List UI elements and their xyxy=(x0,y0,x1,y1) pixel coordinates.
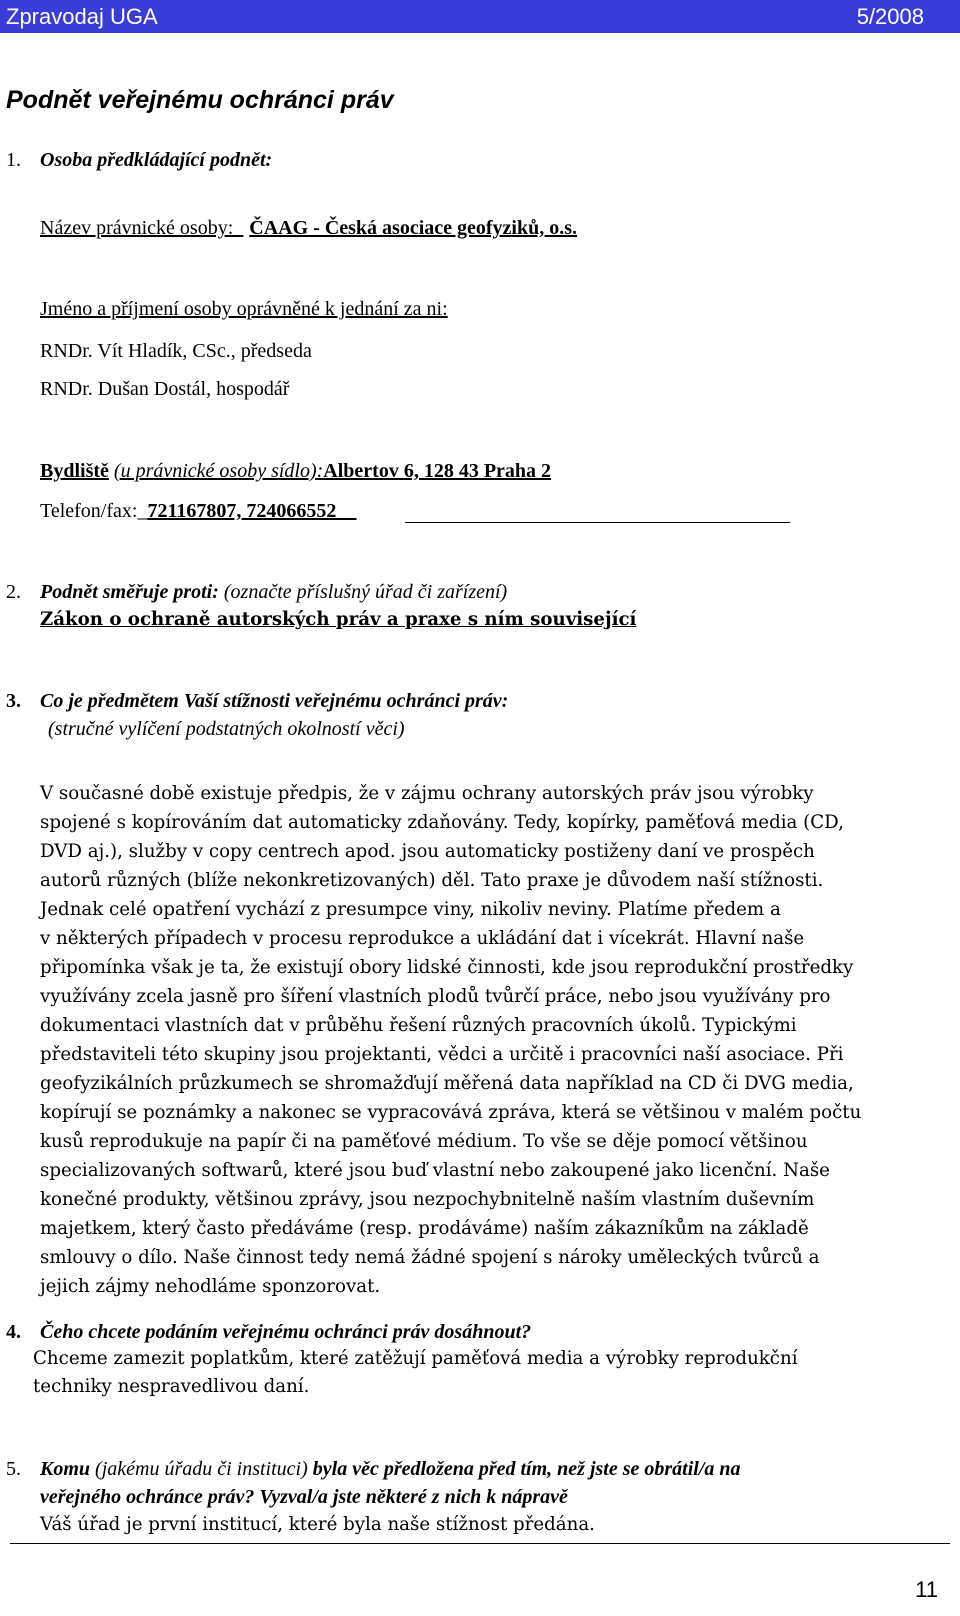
complaint-line: kopírují se poznámky a nakonec se vypracovává zpráva, která se většinou v malém počtu xyxy=(40,1102,862,1123)
address-row xyxy=(40,460,551,483)
section2-value: Zákon o ochraně autorských práv a praxe s ním související xyxy=(40,609,637,630)
section2-note: (označte příslušný úřad či zařízení) xyxy=(223,581,508,603)
complaint-line: konečné produkty, většinou zprávy, jsou nezpochybnitelně naším vlastním duševním xyxy=(40,1189,815,1210)
page-number: 11 xyxy=(915,1577,938,1602)
phone-row xyxy=(40,500,356,523)
section2-heading: Podnět směřuje proti: xyxy=(40,581,219,603)
complaint-line: využívány zcela jasně pro šíření vlastních plodů tvůrčí práce, nebo jsou využívány pro xyxy=(40,986,831,1007)
complaint-line: kusů reprodukuje na papír či na paměťové médium. To vše se děje pomocí většinou xyxy=(40,1131,808,1152)
phone-value: 721167807, 724066552__ xyxy=(147,500,357,522)
complaint-line: Jednak celé opatření vychází z presumpce viny, nikoliv neviny. Platíme předem a xyxy=(40,899,781,920)
section5-heading-line2: veřejného ochránce práv? Vyzval/a jste některé z nich k nápravě xyxy=(40,1486,568,1508)
publication-name: Zpravodaj UGA xyxy=(6,4,158,29)
section4-heading: Čeho chcete podáním veřejnému ochránci práv dosáhnout? xyxy=(40,1321,532,1343)
complaint-line: představiteli této skupiny jsou projektanti, vědci a určitě i pracovníci naší asociace. Při xyxy=(40,1044,844,1065)
complaint-line: spojené s kopírováním dat automaticky zdaňovány. Tedy, kopírky, paměťová media (CD, xyxy=(40,812,844,833)
section3-heading: Co je předmětem Vaší stížnosti veřejnému ochránci práv: xyxy=(40,690,509,712)
section2-heading-row xyxy=(40,581,507,604)
person-1: RNDr. Vít Hladík, CSc., předseda xyxy=(40,340,312,362)
section3-note: (stručné vylíčení podstatných okolností věci) xyxy=(48,718,405,740)
section5-heading-note: (jakému úřadu či instituci) xyxy=(95,1458,308,1480)
complaint-line: smlouvy o dílo. Naše činnost tedy nemá žádné spojení s nároky uměleckých tvůrců a xyxy=(40,1247,820,1268)
section4-line-1: Chceme zamezit poplatkům, které zatěžují paměťová media a výrobky reprodukční xyxy=(33,1348,798,1369)
complaint-line: autorů různých (blíže nekonkretizovaných) děl. Tato praxe je důvodem naší stížnosti. xyxy=(40,870,824,891)
section1-heading: Osoba předkládající podnět: xyxy=(40,149,273,171)
section2-number: 2. xyxy=(6,581,21,603)
section5-heading-part1: Komu xyxy=(40,1458,91,1480)
complaint-line: specializovaných softwarů, které jsou buď vlastní nebo zakoupené jako licenční. Naše xyxy=(40,1160,830,1181)
address-label: Bydliště xyxy=(40,460,109,482)
section3-number: 3. xyxy=(6,690,21,712)
complaint-line: dokumentaci vlastních dat v průběhu řešení různých pracovních úkolů. Typickými xyxy=(40,1015,797,1036)
complaint-line: V současné době existuje předpis, že v zájmu ochrany autorských práv jsou výrobky xyxy=(40,783,814,804)
section5-number: 5. xyxy=(6,1458,21,1480)
phone-underline xyxy=(405,522,790,523)
person-2: RNDr. Dušan Dostál, hospodář xyxy=(40,378,290,400)
footer-rule xyxy=(10,1543,950,1544)
phone-label: Telefon/fax:_ xyxy=(40,500,148,522)
entity-label: Název právnické osoby:_ xyxy=(40,217,244,239)
complaint-line: jejich zájmy nehodláme sponzorovat. xyxy=(40,1276,381,1297)
page-header xyxy=(0,0,960,33)
section4-number: 4. xyxy=(6,1321,21,1343)
address-value: Albertov 6, 128 43 Praha 2 xyxy=(323,460,552,482)
section5-answer: Váš úřad je první institucí, které byla naše stížnost předána. xyxy=(40,1514,595,1535)
complaint-line: připomínka však je ta, že existují obory lidské činnosti, kde jsou reprodukční prostředky xyxy=(40,957,854,978)
entity-value: ČAAG - Česká asociace geofyziků, o.s. xyxy=(249,217,578,239)
complaint-line: v některých případech v procesu reprodukce a ukládání dat i vícekrát. Hlavní naše xyxy=(40,928,805,949)
complaint-line: majetkem, který často předáváme (resp. prodáváme) naším zákazníkům na základě xyxy=(40,1218,809,1239)
section5-heading-row xyxy=(40,1458,741,1481)
section4-line-2: techniky nespravedlivou daní. xyxy=(33,1376,310,1397)
entity-row xyxy=(40,217,577,240)
issue-number: 5/2008 xyxy=(856,4,924,29)
page-title: Podnět veřejnému ochránci práv xyxy=(6,86,394,114)
complaint-line: geofyzikálních průzkumech se shromažďují měřená data například na CD či DVG media, xyxy=(40,1073,854,1094)
complaint-text xyxy=(40,779,940,1301)
address-note: (u právnické osoby sídlo): xyxy=(113,460,324,482)
section1-number: 1. xyxy=(6,149,21,171)
persons-label: Jméno a příjmení osoby oprávněné k jednání za ni: xyxy=(40,298,448,320)
complaint-line: DVD aj.), služby v copy centrech apod. jsou automaticky postiženy daní ve prospěch xyxy=(40,841,815,862)
section5-heading-part2: byla věc předložena před tím, než jste se obrátil/a na xyxy=(312,1458,741,1480)
